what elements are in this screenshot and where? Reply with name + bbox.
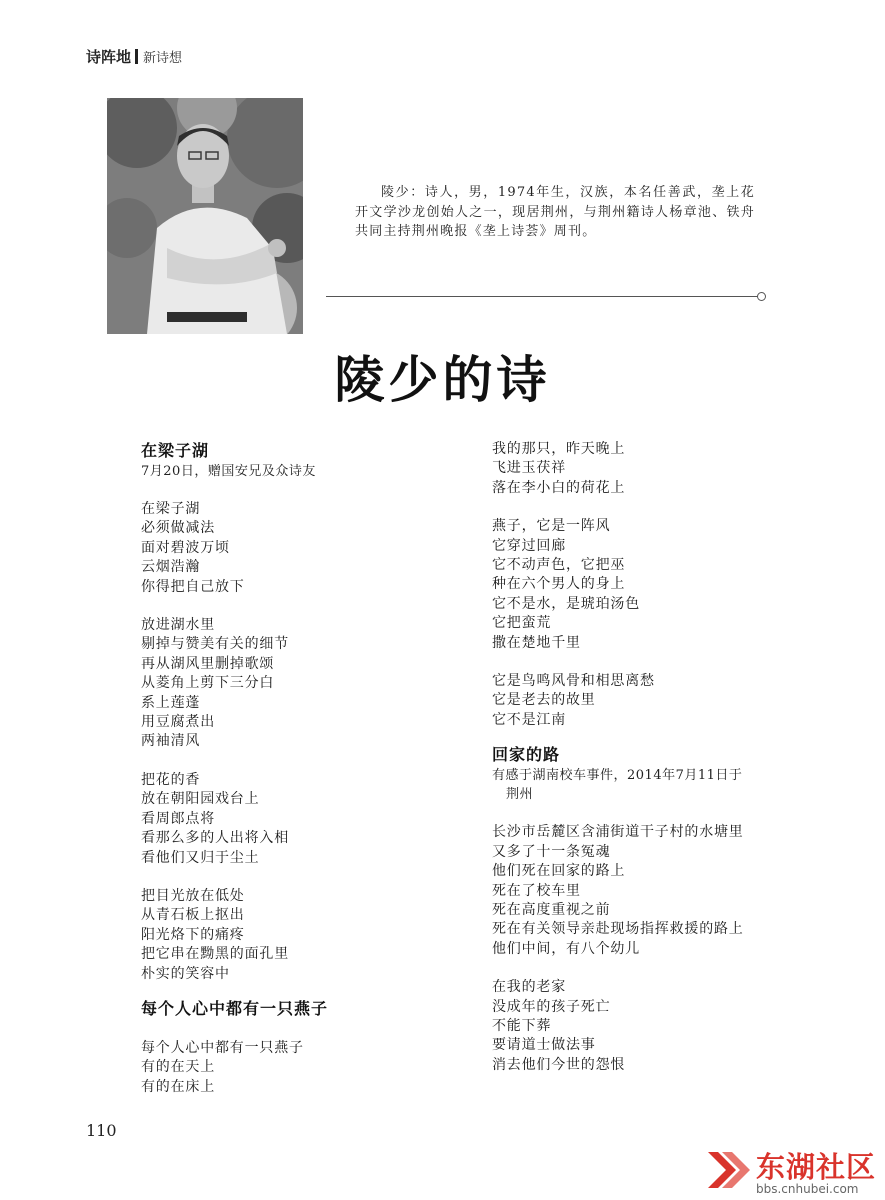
poem-line: 燕子，它是一阵风 — [492, 518, 611, 535]
poem-line: 死在高度重视之前 — [492, 901, 611, 918]
poem-line: 它不是江南 — [492, 711, 566, 728]
section-name: 诗阵地 — [86, 48, 132, 66]
watermark — [704, 1140, 885, 1200]
poem-line: 落在李小白的荷花上 — [492, 479, 626, 496]
poem-line: 在梁子湖 — [141, 501, 201, 517]
poem-line: 看那么多的人出将入相 — [141, 830, 289, 847]
poem-line: 死在了校车里 — [492, 882, 581, 899]
poem-line: 剔掉与赞美有关的细节 — [141, 636, 289, 653]
poem-line: 放进湖水里 — [141, 617, 215, 634]
watermark-name: 东湖社区 — [756, 1150, 877, 1184]
poem-subtitle: 7月20日，赠国安兄及众诗友 — [141, 464, 316, 479]
poem-line: 要请道士做法事 — [492, 1037, 596, 1054]
poem-title: 回家的路 — [492, 745, 561, 765]
poem-line: 阳光烙下的痛疼 — [141, 926, 245, 943]
poem-line: 系上莲蓬 — [141, 694, 201, 711]
watermark-url: bbs.cnhubei.com — [756, 1182, 859, 1196]
right-column — [492, 440, 812, 1075]
poem-line: 在我的老家 — [492, 979, 566, 996]
poem-line: 撒在楚地千里 — [492, 634, 581, 651]
poem-line: 他们中间，有八个幼儿 — [492, 940, 640, 957]
poem-line: 看周郎点将 — [141, 810, 215, 827]
poem-line: 死在有关领导亲赴现场指挥救援的路上 — [492, 921, 744, 938]
poem-line: 种在六个男人的身上 — [492, 576, 626, 593]
poem-line: 你得把自己放下 — [141, 578, 245, 595]
poem-line: 云烟浩瀚 — [141, 559, 201, 576]
subsection-name: 新诗想 — [143, 51, 183, 66]
poem-subtitle-line: 荆州 — [506, 787, 534, 803]
poem-line: 它是老去的故里 — [492, 692, 596, 709]
page-number: 110 — [86, 1121, 117, 1140]
poem-line: 从青石板上抠出 — [141, 907, 245, 924]
poem-line: 把花的香 — [141, 771, 201, 788]
poem-title: 每个人心中都有一只燕子 — [141, 998, 329, 1018]
poem-line: 把它串在黝黑的面孔里 — [141, 946, 289, 963]
poem-line: 面对碧波万顷 — [141, 539, 230, 556]
poem-line: 它不动声色，它把巫 — [492, 557, 626, 574]
poem-line: 再从湖风里删掉歌颂 — [141, 655, 275, 672]
poem-line: 又多了十一条冤魂 — [492, 843, 611, 860]
poem-line: 它把蛮荒 — [492, 615, 552, 632]
watermark-logo-icon — [704, 1144, 756, 1196]
poem-line: 放在朝阳园戏台上 — [141, 791, 260, 808]
page-title: 陵少的诗 — [334, 350, 551, 409]
poem-line: 把目光放在低处 — [141, 887, 245, 904]
poem-line: 他们死在回家的路上 — [492, 863, 626, 880]
poem-subtitle — [492, 766, 812, 804]
poem-line: 用豆腐煮出 — [141, 714, 215, 731]
poem-title: 在梁子湖 — [141, 441, 210, 460]
poem-line: 它是鸟鸣风骨和相思离愁 — [492, 673, 655, 690]
poem-line: 它不是水，是琥珀汤色 — [492, 595, 640, 612]
poem-line: 飞进玉茯祥 — [492, 460, 566, 477]
poem-line: 从菱角上剪下三分白 — [141, 675, 275, 692]
divider-dot — [757, 292, 766, 301]
poem-line: 有的在床上 — [141, 1078, 215, 1095]
left-column — [141, 440, 461, 1097]
poem-line: 看他们又归于尘土 — [141, 849, 260, 866]
section-header — [86, 46, 182, 67]
poem-line: 必须做减法 — [141, 520, 215, 537]
poem-line: 不能下葬 — [492, 1017, 552, 1034]
poem-line: 消去他们今世的怨恨 — [492, 1056, 626, 1073]
poem-line: 两袖清风 — [141, 733, 201, 750]
author-bio: 陵少：诗人，男，1974年生，汉族，本名任善武，垄上花开文学沙龙创始人之一，现居荆州，与荆州籍诗人杨章池、铁舟共同主持荆州晚报《垄上诗荟》周刊。 — [355, 185, 755, 239]
poem-line: 有的在天上 — [141, 1059, 215, 1076]
author-photo — [107, 98, 303, 334]
poem-line: 每个人心中都有一只燕子 — [141, 1039, 304, 1056]
poem-line: 朴实的笑容中 — [141, 965, 230, 982]
poem-line: 没成年的孩子死亡 — [492, 998, 611, 1015]
poem-line: 它穿过回廊 — [492, 537, 566, 554]
poem-line: 我的那只，昨天晚上 — [492, 441, 626, 457]
poem-subtitle-line: 有感于湖南校车事件，2014年7月11日于 — [492, 768, 743, 784]
header-divider — [135, 49, 138, 64]
poem-line: 长沙市岳麓区含浦街道干子村的水塘里 — [492, 824, 744, 841]
divider-line — [326, 296, 758, 297]
